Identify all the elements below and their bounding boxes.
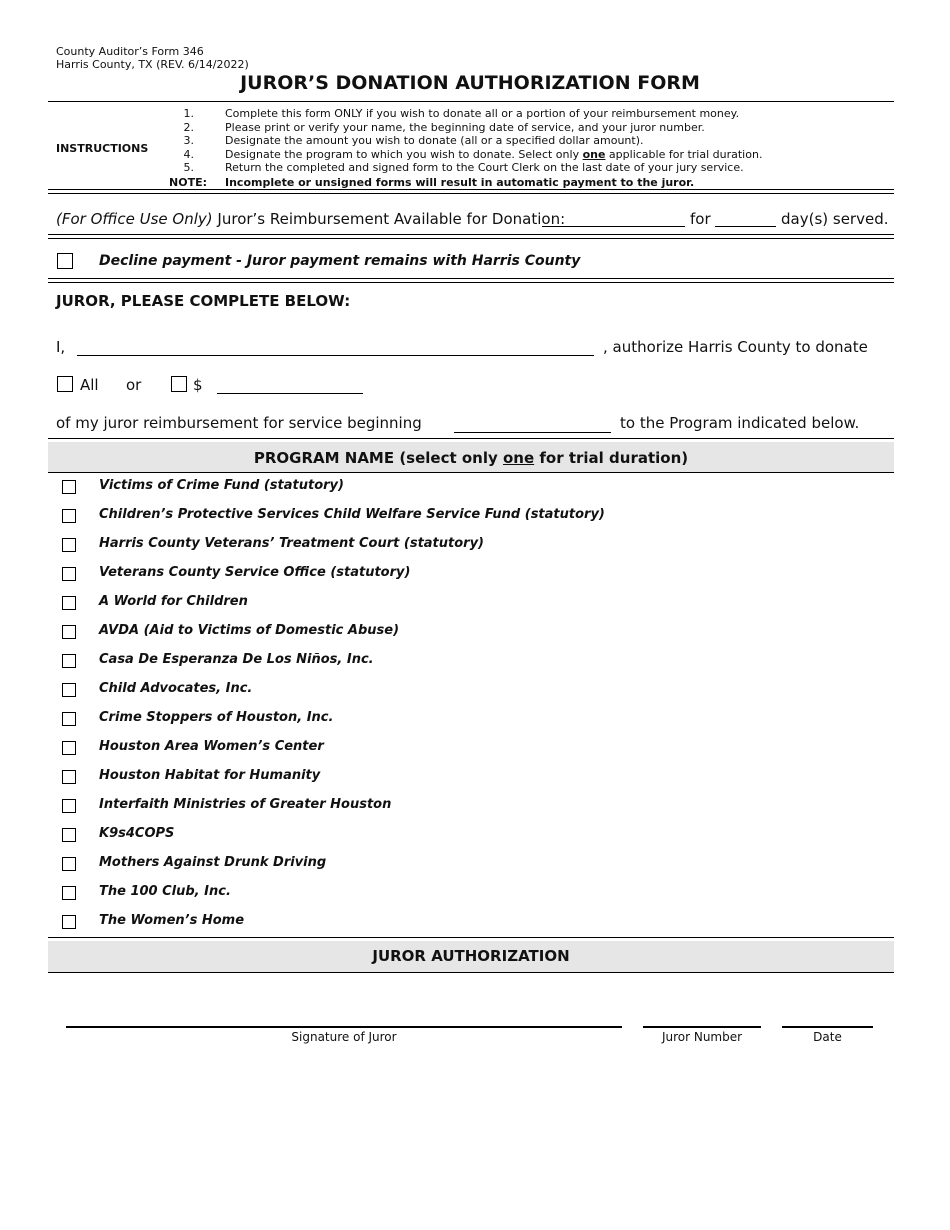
program-header-emphasis: one [503,449,535,467]
juror-number-label: Juror Number [661,1030,743,1044]
program-text: to the Program indicated below. [620,414,860,432]
note-text: Incomplete or unsigned forms will result in automatic payment to the juror. [225,176,695,189]
signature-label: Signature of Juror [291,1030,397,1044]
program-checkbox[interactable] [62,683,76,697]
county-revision: Harris County, TX (REV. 6/14/2022) [56,58,249,71]
program-label: K9s4COPS [99,826,175,841]
instruction-text: Please print or verify your name, the beginning date of service, and your juror number. [225,121,705,134]
program-label: Children’s Protective Services Child Welfare Service Fund (statutory) [99,507,605,522]
program-checkbox[interactable] [62,915,76,929]
program-header-pre: PROGRAM NAME (select only [253,449,503,467]
program-checkbox[interactable] [62,509,76,523]
signature-line[interactable] [66,1026,622,1028]
program-checkbox[interactable] [62,625,76,639]
form-title: JUROR’S DONATION AUTHORIZATION FORM [240,72,700,94]
instruction-text [225,148,762,161]
program-header-divider [48,472,894,473]
instruction-number: 4. [183,148,194,161]
or-label: or [126,376,142,394]
program-label: Victims of Crime Fund (statutory) [99,478,344,493]
service-start-date-field[interactable] [454,432,611,433]
program-header [48,449,894,467]
program-label: Crime Stoppers of Houston, Inc. [99,710,334,725]
program-label: Veterans County Service Office (statutory) [99,565,411,580]
program-checkbox[interactable] [62,596,76,610]
decline-label: Decline payment - Juror payment remains with Harris County [99,253,581,269]
program-label: A World for Children [99,594,248,609]
all-checkbox[interactable] [57,376,73,392]
juror-name-field[interactable] [77,355,594,356]
program-label: The Women’s Home [99,913,245,928]
office-use-italic: (For Office Use Only) [56,210,213,228]
i-label: I, [56,338,66,356]
note-label: NOTE: [169,176,207,189]
office-use-days: day(s) served. [781,210,889,228]
authorization-divider [48,972,894,973]
program-label: Child Advocates, Inc. [99,681,253,696]
program-label: Houston Area Women’s Center [99,739,324,754]
program-checkbox[interactable] [62,712,76,726]
days-served-field [715,226,776,227]
program-checkbox[interactable] [62,857,76,871]
form-number: County Auditor’s Form 346 [56,45,204,58]
program-label: Interfaith Ministries of Greater Houston [99,797,392,812]
office-use-for: for [690,210,711,228]
program-label: AVDA (Aid to Victims of Domestic Abuse) [99,623,400,638]
office-use-divider [48,234,894,239]
program-checkbox[interactable] [62,538,76,552]
instruction-text-post: applicable for trial duration. [605,148,763,161]
office-use-text: Juror’s Reimbursement Available for Donation: [217,210,566,228]
title-divider [48,101,894,102]
program-checkbox[interactable] [62,799,76,813]
program-label: Harris County Veterans’ Treatment Court (statutory) [99,536,484,551]
program-label: Mothers Against Drunk Driving [99,855,327,870]
instruction-emphasis: one [582,148,606,161]
office-use-line [56,210,565,228]
juror-number-line[interactable] [643,1026,761,1028]
program-checkbox[interactable] [62,741,76,755]
instruction-number: 1. [183,107,194,120]
date-label: Date [813,1030,842,1044]
reimbursement-amount-field [542,226,685,227]
program-checkbox[interactable] [62,828,76,842]
decline-checkbox[interactable] [57,253,73,269]
program-label: Houston Habitat for Humanity [99,768,321,783]
instructions-divider [48,189,894,194]
instruction-number: 3. [183,134,194,147]
authorize-text: , authorize Harris County to donate [603,338,868,356]
instructions-label: INSTRUCTIONS [56,142,149,155]
instruction-text: Complete this form ONLY if you wish to donate all or a portion of your reimbursement money. [225,107,740,120]
program-checkbox[interactable] [62,770,76,784]
dollar-sign: $ [193,376,203,394]
authorization-heading: JUROR AUTHORIZATION [372,947,570,965]
instruction-number: 2. [183,121,194,134]
instruction-text: Return the completed and signed form to the Court Clerk on the last date of your jury service. [225,161,744,174]
instruction-text: Designate the amount you wish to donate (all or a specified dollar amount). [225,134,644,147]
donation-amount-field[interactable] [217,393,363,394]
program-checkbox[interactable] [62,654,76,668]
instruction-text-pre: Designate the program to which you wish to donate. Select only [225,148,583,161]
program-header-post: for trial duration) [534,449,689,467]
service-text: of my juror reimbursement for service beginning [56,414,422,432]
amount-checkbox[interactable] [171,376,187,392]
decline-divider [48,278,894,283]
program-checkbox[interactable] [62,480,76,494]
instruction-number: 5. [183,161,194,174]
program-label: The 100 Club, Inc. [99,884,231,899]
date-line[interactable] [782,1026,873,1028]
program-label: Casa De Esperanza De Los Niños, Inc. [99,652,374,667]
all-label: All [80,376,99,394]
program-checkbox[interactable] [62,886,76,900]
program-checkbox[interactable] [62,567,76,581]
juror-section-heading: JUROR, PLEASE COMPLETE BELOW: [56,292,351,310]
